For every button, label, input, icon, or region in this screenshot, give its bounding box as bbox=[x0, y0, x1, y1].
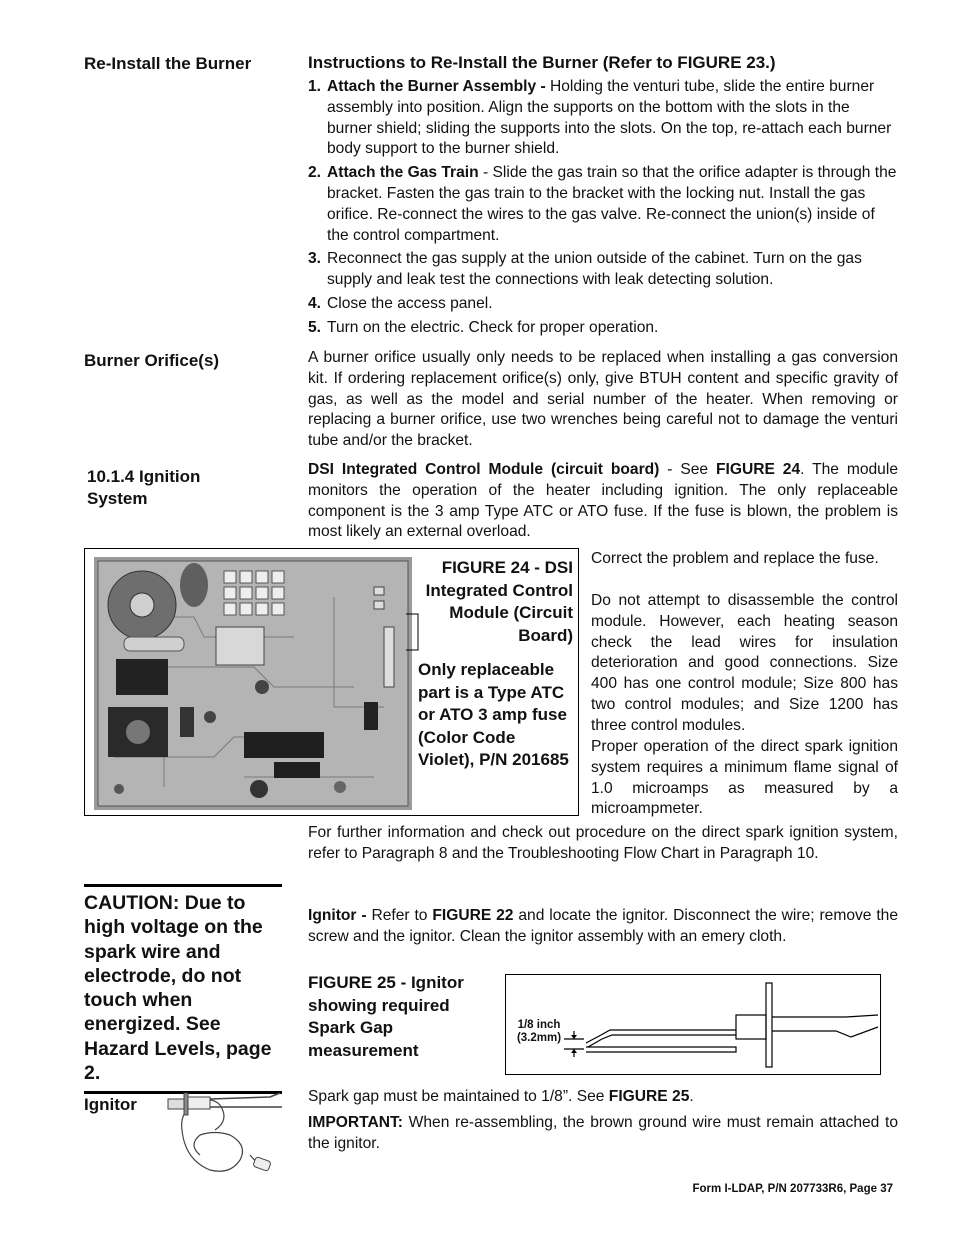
figure-25-caption: FIGURE 25 - Ignitor showing required Spark Gap measurement bbox=[308, 973, 464, 1060]
ignitor-paragraph: Ignitor - Refer to FIGURE 22 and locate the ignitor. Disconnect the wire; remove the screw and the ignitor. Clean the ignitor assembly with an emery cloth. bbox=[308, 907, 899, 945]
spark-gap-dimension-label: 1/8 inch (3.2mm) bbox=[516, 1019, 562, 1044]
control-module-paragraph: Do not attempt to disassemble the control module. However, each heating season check the lead wires for insulation deterioration and good connections. Size 400 has one control module; Size 800 has two control modules; and Size 1200 has three control modules. bbox=[591, 592, 898, 734]
circuit-board-illustration bbox=[94, 557, 412, 810]
fuse-paragraph: Correct the problem and replace the fuse. bbox=[591, 550, 879, 567]
important-paragraph: IMPORTANT: When re-assembling, the brown ground wire must remain attached to the ignitor. bbox=[308, 1114, 898, 1152]
orifice-paragraph: A burner orifice usually only needs to be replaced when installing a gas conversion kit. If ordering replacement orifice(s) only, give BTUH content and specific gravity of gas, as well as the model and serial number of the heater. When removing or replacing a burner orifice, use two wrenches being careful not to damage the venturi tube and/or the bracket. bbox=[308, 349, 898, 450]
section-label-orifice: Burner Orifice(s) bbox=[84, 351, 220, 370]
figure-24-note: Only replaceable part is a Type ATC or ATO 3 amp fuse (Color Code Violet), P/N 201685 bbox=[418, 660, 569, 769]
ignitor-illustration bbox=[160, 1075, 300, 1180]
step-5: 5. Turn on the electric. Check for proper operation. bbox=[308, 318, 659, 336]
step-4: 4. Close the access panel. bbox=[308, 294, 493, 312]
section-label-ignition: 10.1.4 Ignition System bbox=[87, 467, 201, 508]
further-info-paragraph: For further information and check out procedure on the direct spark ignition system, refer to Paragraph 8 and the Troubleshooting Flow Chart in Paragraph 10. bbox=[308, 824, 898, 862]
step-2: 2. Attach the Gas Train - Slide the gas train so that the orifice adapter is through the bracket. Fasten the gas train to the bracket with the locking nut. Install the gas orifice. Re-connect the wires to the gas valve. Re-connect the union(s) inside of the control compartment. bbox=[308, 164, 897, 244]
reinstall-steps bbox=[308, 77, 898, 342]
caution-box: CAUTION: Due to high voltage on the spark wire and electrode, do not touch when energized. See Hazard Levels, page 2. bbox=[84, 884, 282, 1094]
section-label-reinstall: Re-Install the Burner bbox=[84, 54, 252, 73]
spark-gap-paragraph: Spark gap must be maintained to 1/8”. See FIGURE 25. bbox=[308, 1088, 694, 1105]
step-3: 3. Reconnect the gas supply at the union outside of the cabinet. Turn on the gas supply and leak test the connections with leak detecting solution. bbox=[308, 250, 862, 289]
step-1: 1. Attach the Burner Assembly - Holding the venturi tube, slide the entire burner assembly into position. Align the supports on the bottom with the slots in the burner shield; sliding the supports into the slots. On the top, re-attach each burner body support to the burner shield. bbox=[308, 78, 892, 158]
reinstall-heading: Instructions to Re-Install the Burner (Refer to FIGURE 23.) bbox=[308, 53, 776, 72]
page-footer: Form I-LDAP, P/N 207733R6, Page 37 bbox=[692, 1183, 893, 1195]
flame-signal-paragraph: Proper operation of the direct spark ignition system requires a minimum flame signal of 1.0 microamps as measured by a microampmeter. bbox=[591, 738, 898, 818]
figure-24-caption: FIGURE 24 - DSI Integrated Control Module (Circuit Board) bbox=[425, 558, 573, 645]
ignitor-photo bbox=[160, 1075, 300, 1180]
circuit-board-photo bbox=[94, 557, 412, 810]
dsi-paragraph: DSI Integrated Control Module (circuit board) - See FIGURE 24. The module monitors the operation of the heater including ignition. The only replaceable component is the 3 amp Type ATC or ATO fuse. If the fuse is blown, the problem is most likely an external overload. bbox=[308, 461, 898, 541]
section-label-ignitor: Ignitor bbox=[84, 1095, 137, 1114]
